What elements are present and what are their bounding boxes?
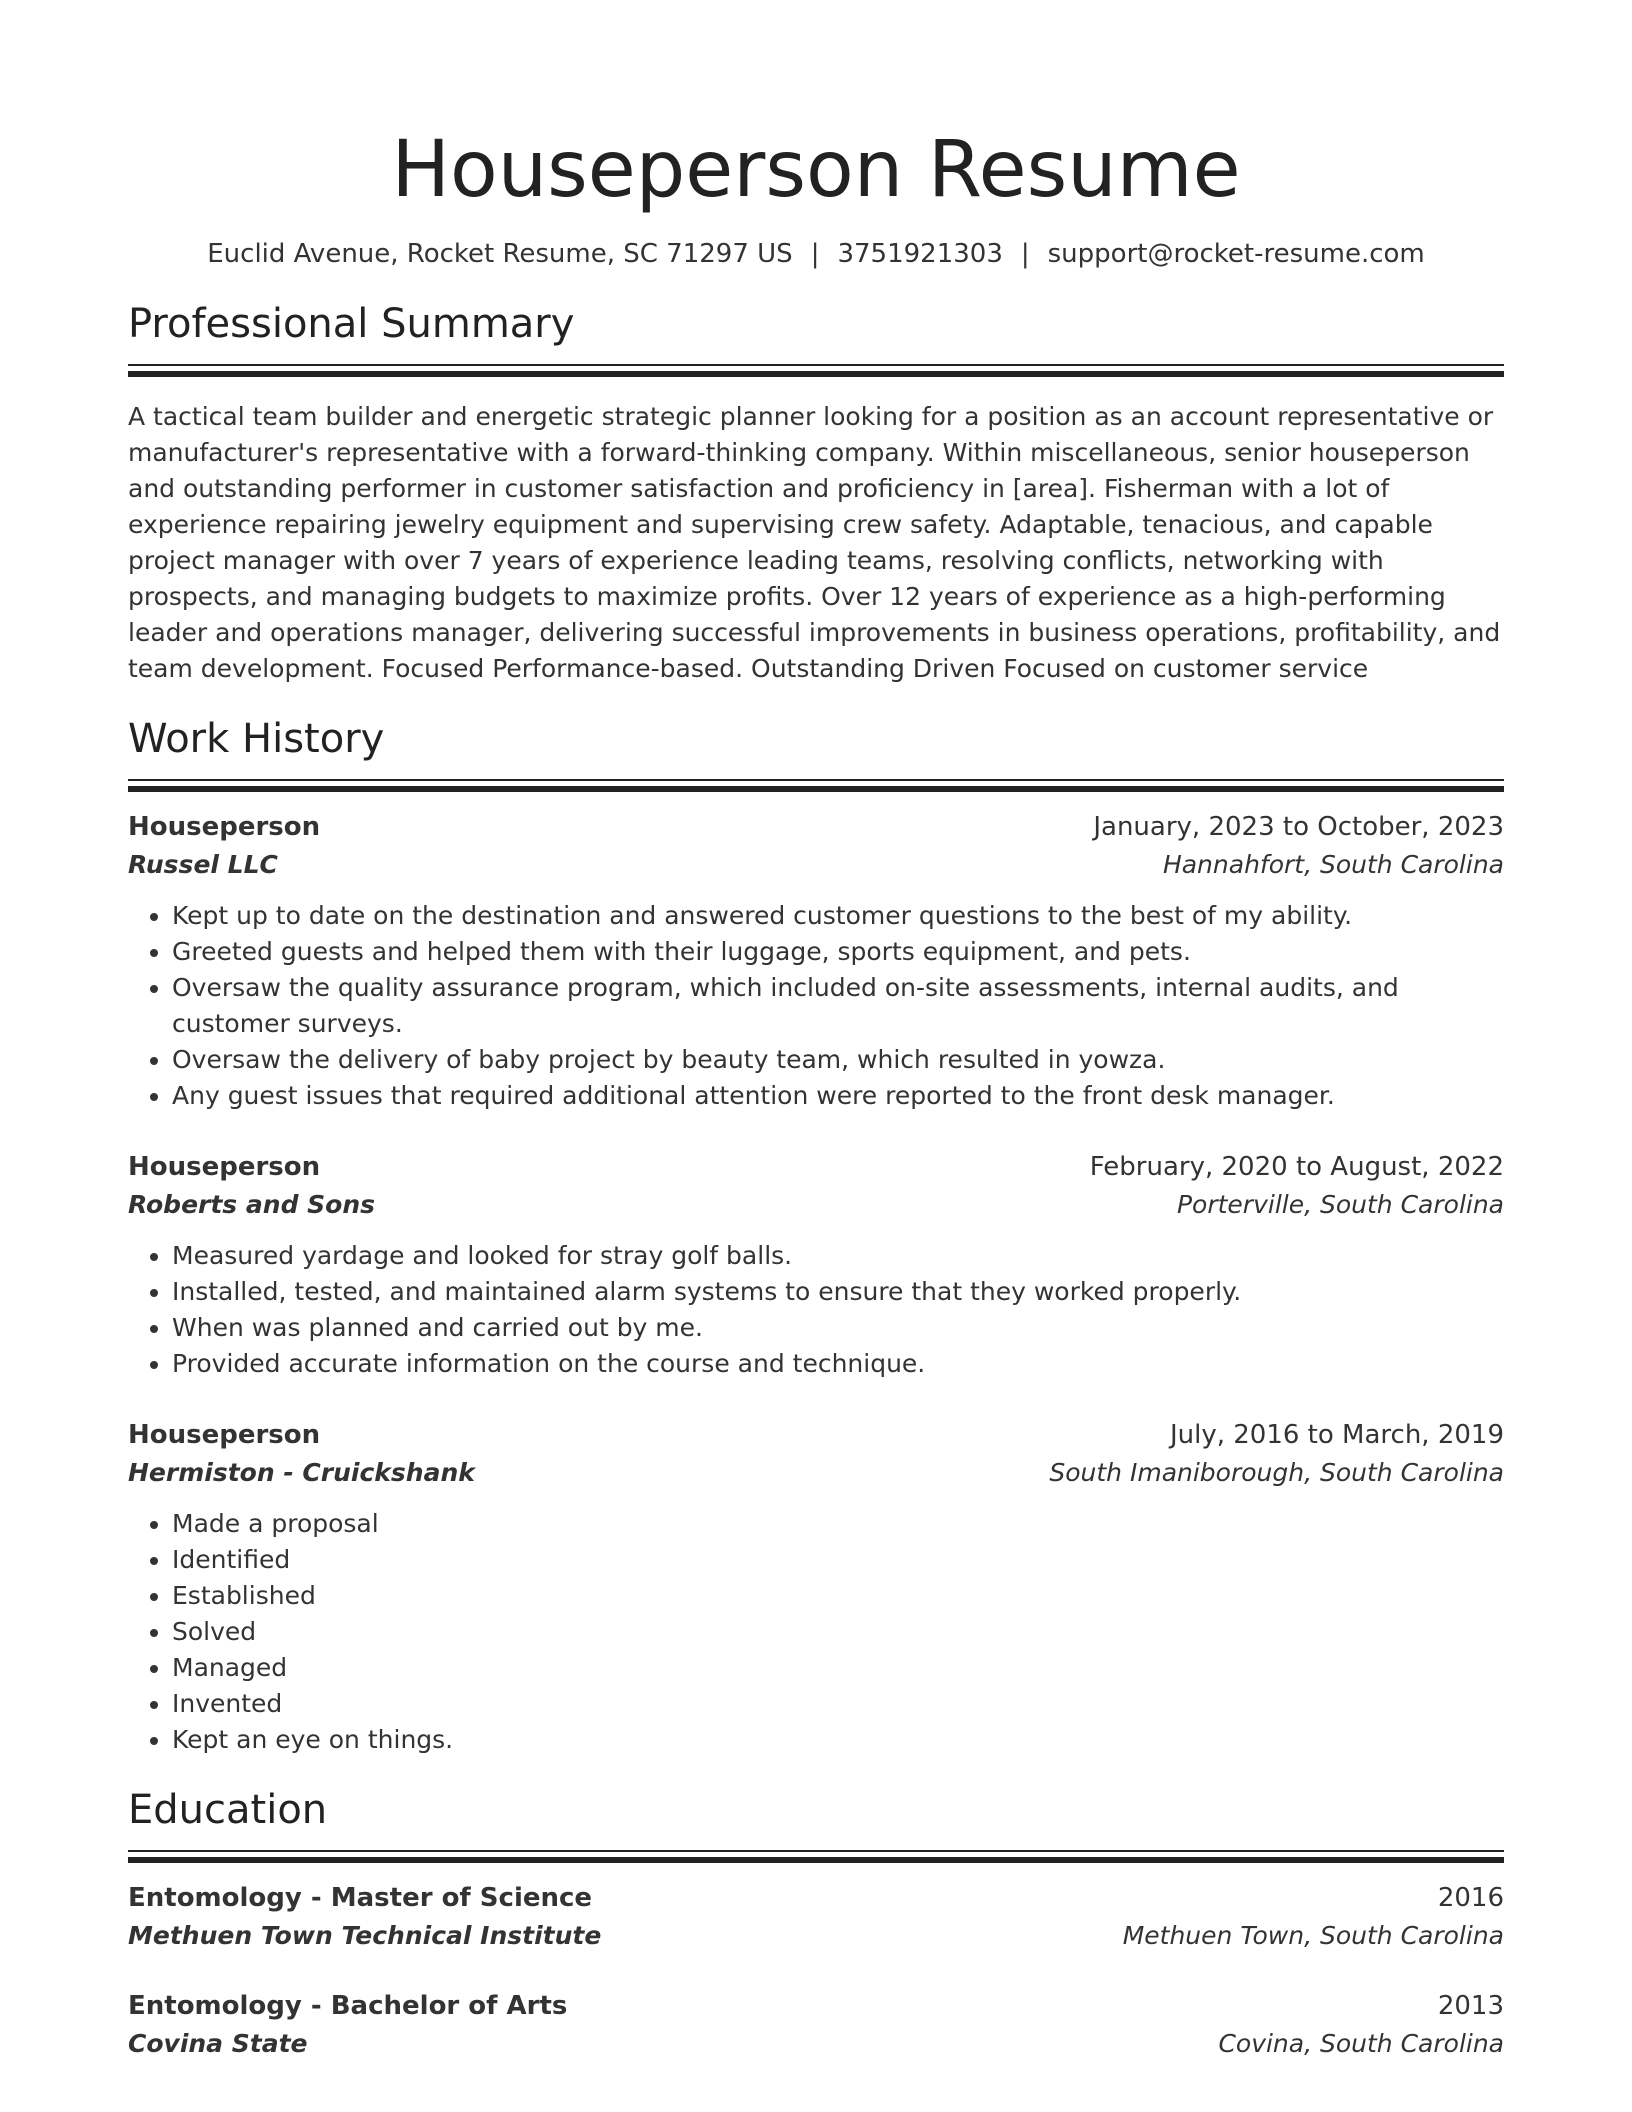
- job-header-row: [128, 1416, 1504, 1454]
- education-entry: [128, 1879, 1504, 1955]
- list-item: • Installed, tested, and maintained alarm systems to ensure that they worked properly.: [172, 1274, 1504, 1310]
- job-location: Porterville, South Carolina: [1176, 1190, 1504, 1219]
- education-location: Covina, South Carolina: [1218, 2029, 1504, 2058]
- section-divider: [128, 779, 1504, 792]
- education-header-row: [128, 1987, 1504, 2025]
- job-dates: February, 2020 to August, 2022: [1089, 1152, 1504, 1182]
- job-company: Hermiston - Cruickshank: [128, 1458, 475, 1487]
- work-history-heading: Work History: [128, 716, 385, 762]
- education-section: [128, 1784, 1504, 2063]
- list-item: • Greeted guests and helped them with their luggage, sports equipment, and pets.: [172, 934, 1504, 970]
- education-degree: Entomology - Bachelor of Arts: [128, 1991, 568, 2021]
- contact-address: Euclid Avenue, Rocket Resume, SC 71297 US: [207, 239, 793, 269]
- job-header-row: [128, 808, 1504, 846]
- list-item: • Invented: [172, 1686, 1504, 1722]
- job-title: Houseperson: [128, 812, 321, 842]
- job-bullets: [128, 1238, 1504, 1382]
- list-item: • Any guest issues that required additional attention were reported to the front desk manager.: [172, 1078, 1504, 1114]
- education-school: Methuen Town Technical Institute: [128, 1921, 602, 1950]
- education-school-row: [128, 1917, 1504, 1955]
- list-item: • Managed: [172, 1650, 1504, 1686]
- contact-email: support@rocket-resume.com: [1047, 239, 1425, 269]
- education-header-row: [128, 1879, 1504, 1917]
- list-item: • Measured yardage and looked for stray golf balls.: [172, 1238, 1504, 1274]
- job-company-row: [128, 1454, 1504, 1492]
- list-item: • Made a proposal: [172, 1506, 1504, 1542]
- list-item: • Provided accurate information on the course and technique.: [172, 1346, 1504, 1382]
- contact-phone: 3751921303: [837, 239, 1003, 269]
- list-item: • When was planned and carried out by me.: [172, 1310, 1504, 1346]
- job-entry: [128, 808, 1504, 1114]
- contact-separator: |: [810, 239, 820, 269]
- job-entry: [128, 1148, 1504, 1382]
- job-header-row: [128, 1148, 1504, 1186]
- education-year: 2013: [1437, 1991, 1504, 2021]
- resume-title: Houseperson Resume: [391, 125, 1241, 215]
- job-company: Russel LLC: [128, 850, 278, 879]
- list-item: • Oversaw the quality assurance program, which included on-site assessments, internal audits, and customer surveys.: [172, 970, 1504, 1042]
- contact-separator: |: [1020, 239, 1030, 269]
- job-bullets: [128, 898, 1504, 1114]
- list-item: • Identified: [172, 1542, 1504, 1578]
- job-title: Houseperson: [128, 1420, 321, 1450]
- education-entry: [128, 1987, 1504, 2063]
- education-year: 2016: [1437, 1883, 1504, 1913]
- list-item: • Solved: [172, 1614, 1504, 1650]
- work-history-section: [128, 713, 1504, 1758]
- job-company-row: [128, 1186, 1504, 1224]
- summary-section: [128, 298, 1504, 687]
- education-degree: Entomology - Master of Science: [128, 1883, 593, 1913]
- section-divider: [128, 1850, 1504, 1863]
- education-school: Covina State: [128, 2029, 308, 2058]
- list-item: • Oversaw the delivery of baby project by beauty team, which resulted in yowza.: [172, 1042, 1504, 1078]
- job-title: Houseperson: [128, 1152, 321, 1182]
- list-item: • Established: [172, 1578, 1504, 1614]
- job-company: Roberts and Sons: [128, 1190, 376, 1219]
- job-dates: July, 2016 to March, 2019: [1169, 1420, 1504, 1450]
- list-item: • Kept an eye on things.: [172, 1722, 1504, 1758]
- summary-text: A tactical team builder and energetic strategic planner looking for a position as an account representative or manufacturer's representative with a forward-thinking company. Within miscellaneous, senior houseperson and outstanding performer in customer satisfaction and proficiency in [area]. Fisherman with a lot of experience repairing jewelry equipment and supervising crew safety. Adaptable, tenacious, and capable project manager with over 7 years of experience leading teams, resolving conflicts, networking with prospects, and managing budgets to maximize profits. Over 12 years of experience as a high-performing leader and operations manager, delivering successful improvements in business operations, profitability, and team development. Focused Performance-based. Outstanding Driven Focused on customer service: [128, 402, 1501, 683]
- contact-line: [128, 236, 1504, 272]
- list-item: • Kept up to date on the destination and answered customer questions to the best of my ability.: [172, 898, 1504, 934]
- job-dates: January, 2023 to October, 2023: [1093, 812, 1504, 842]
- education-location: Methuen Town, South Carolina: [1122, 1921, 1504, 1950]
- job-bullets: [128, 1506, 1504, 1758]
- job-entry: [128, 1416, 1504, 1758]
- summary-heading: Professional Summary: [128, 301, 575, 347]
- education-school-row: [128, 2025, 1504, 2063]
- job-company-row: [128, 846, 1504, 884]
- section-divider: [128, 364, 1504, 377]
- education-heading: Education: [128, 1787, 328, 1833]
- job-location: Hannahfort, South Carolina: [1162, 850, 1504, 879]
- job-location: South Imaniborough, South Carolina: [1049, 1458, 1504, 1487]
